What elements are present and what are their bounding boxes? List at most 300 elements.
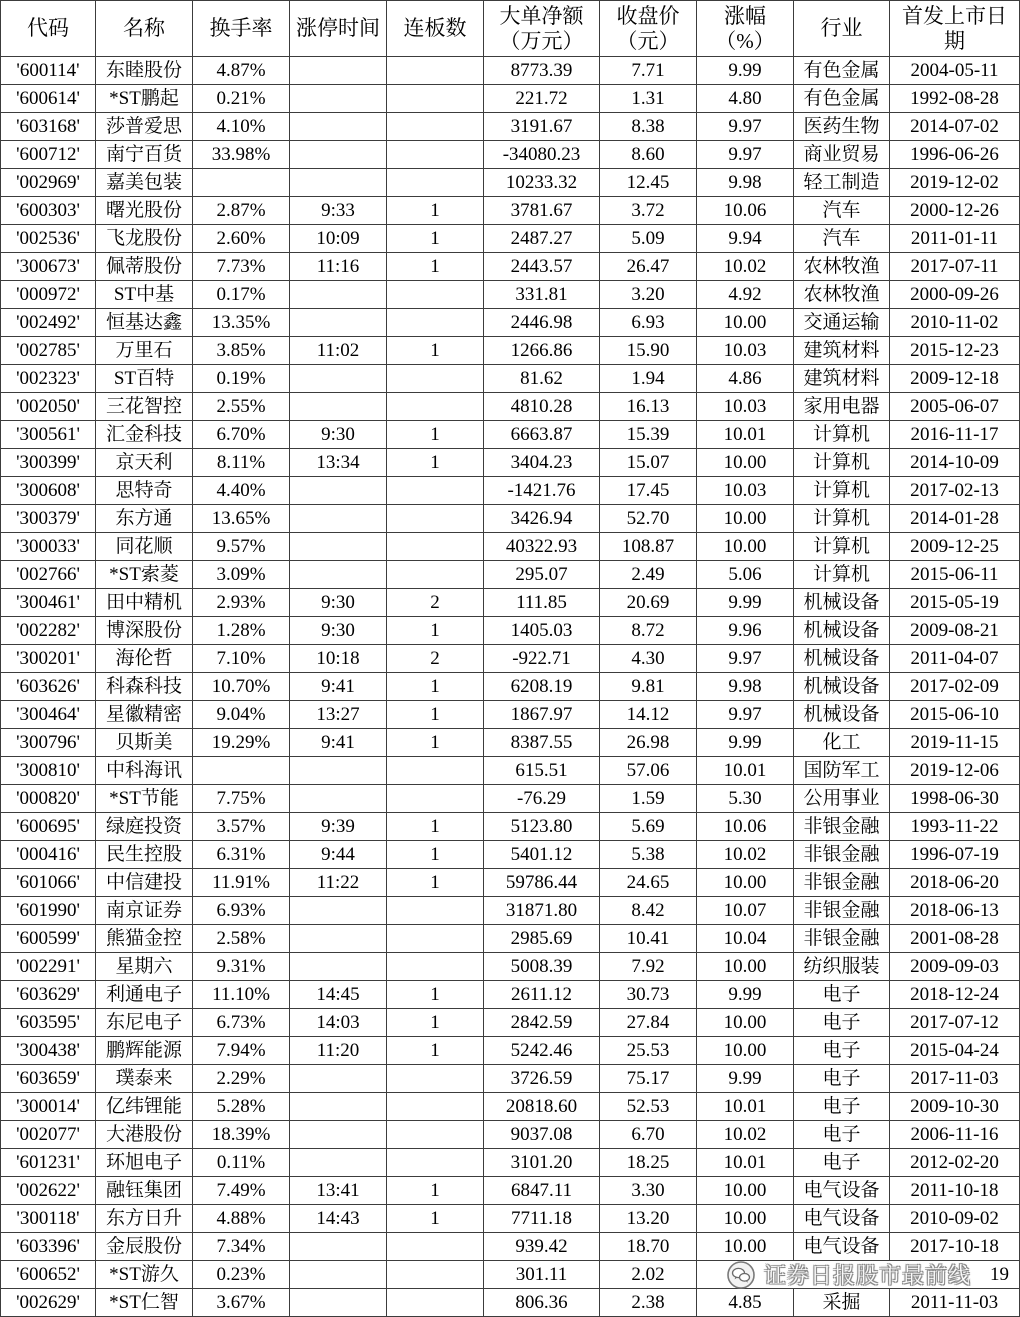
cell-name: 星徽精密 <box>96 701 193 729</box>
cell-close-price: 7.92 <box>600 953 697 981</box>
cell-name: ST中基 <box>96 281 193 309</box>
cell-industry: 电气设备 <box>794 1233 890 1261</box>
cell-code: '300561' <box>1 421 96 449</box>
cell-name: 曙光股份 <box>96 197 193 225</box>
cell-turnover: 0.17% <box>193 281 290 309</box>
cell-turnover: 7.73% <box>193 253 290 281</box>
column-header-ipo-date <box>890 1 1020 57</box>
cell-ipo-date: 2018-12-24 <box>890 981 1020 1009</box>
cell-limit-up-time: 9:30 <box>290 421 387 449</box>
cell-turnover: 3.57% <box>193 813 290 841</box>
cell-code: '002969' <box>1 169 96 197</box>
cell-net-large-order: -76.29 <box>484 785 600 813</box>
cell-name: 田中精机 <box>96 589 193 617</box>
cell-close-price: 4.30 <box>600 645 697 673</box>
cell-limit-up-time: 11:16 <box>290 253 387 281</box>
cell-consecutive-boards <box>387 309 484 337</box>
cell-limit-up-time <box>290 365 387 393</box>
cell-name: 利通电子 <box>96 981 193 1009</box>
cell-industry: 国防军工 <box>794 757 890 785</box>
cell-turnover: 11.91% <box>193 869 290 897</box>
cell-code: '002291' <box>1 953 96 981</box>
cell-consecutive-boards: 1 <box>387 617 484 645</box>
cell-code: '000416' <box>1 841 96 869</box>
cell-limit-up-time: 9:30 <box>290 589 387 617</box>
cell-limit-up-time: 9:41 <box>290 673 387 701</box>
cell-ipo-date: 1996-07-19 <box>890 841 1020 869</box>
cell-industry: 计算机 <box>794 421 890 449</box>
cell-close-price: 6.70 <box>600 1121 697 1149</box>
cell-net-large-order: 301.11 <box>484 1261 600 1289</box>
cell-turnover: 0.11% <box>193 1149 290 1177</box>
cell-name: 东睦股份 <box>96 57 193 85</box>
cell-close-price: 2.02 <box>600 1261 697 1289</box>
cell-name: 璞泰来 <box>96 1065 193 1093</box>
cell-code: '002766' <box>1 561 96 589</box>
cell-consecutive-boards <box>387 1065 484 1093</box>
column-header-change-pct <box>697 1 794 57</box>
cell-turnover: 2.58% <box>193 925 290 953</box>
cell-close-price: 15.07 <box>600 449 697 477</box>
cell-industry: 计算机 <box>794 505 890 533</box>
cell-net-large-order: 615.51 <box>484 757 600 785</box>
cell-ipo-date: 2009-08-21 <box>890 617 1020 645</box>
cell-name: 南宁百货 <box>96 141 193 169</box>
cell-name: 鹏辉能源 <box>96 1037 193 1065</box>
cell-close-price: 8.42 <box>600 897 697 925</box>
cell-industry: 有色金属 <box>794 57 890 85</box>
cell-limit-up-time <box>290 113 387 141</box>
cell-code: '002323' <box>1 365 96 393</box>
cell-ipo-date: 1996-06-26 <box>890 141 1020 169</box>
cell-industry: 农林牧渔 <box>794 253 890 281</box>
cell-net-large-order: 3426.94 <box>484 505 600 533</box>
column-header-turnover <box>193 1 290 57</box>
cell-change-pct: 9.94 <box>697 225 794 253</box>
cell-name: 绿庭投资 <box>96 813 193 841</box>
cell-net-large-order: 2446.98 <box>484 309 600 337</box>
cell-name: *ST索菱 <box>96 561 193 589</box>
cell-turnover: 2.55% <box>193 393 290 421</box>
cell-limit-up-time <box>290 953 387 981</box>
cell-close-price: 14.12 <box>600 701 697 729</box>
cell-change-pct: 9.99 <box>697 589 794 617</box>
cell-change-pct: 10.02 <box>697 1121 794 1149</box>
cell-name: 三花智控 <box>96 393 193 421</box>
cell-ipo-date: 2015-06-10 <box>890 701 1020 729</box>
cell-consecutive-boards <box>387 897 484 925</box>
cell-net-large-order: 2842.59 <box>484 1009 600 1037</box>
cell-ipo-date: 19 <box>890 1261 1020 1289</box>
cell-consecutive-boards: 1 <box>387 673 484 701</box>
cell-industry: 计算机 <box>794 561 890 589</box>
cell-code: '600114' <box>1 57 96 85</box>
cell-consecutive-boards <box>387 533 484 561</box>
cell-close-price: 13.20 <box>600 1205 697 1233</box>
cell-turnover <box>193 169 290 197</box>
cell-change-pct: 9.99 <box>697 729 794 757</box>
cell-ipo-date: 2011-11-03 <box>890 1289 1020 1317</box>
cell-code: '300608' <box>1 477 96 505</box>
cell-turnover: 19.29% <box>193 729 290 757</box>
cell-change-pct: 10.00 <box>697 1205 794 1233</box>
cell-turnover: 13.65% <box>193 505 290 533</box>
account-logo-icon <box>726 1260 756 1290</box>
cell-turnover: 7.94% <box>193 1037 290 1065</box>
cell-turnover: 5.28% <box>193 1093 290 1121</box>
cell-net-large-order: 3404.23 <box>484 449 600 477</box>
cell-net-large-order: 1405.03 <box>484 617 600 645</box>
cell-limit-up-time: 13:41 <box>290 1177 387 1205</box>
cell-net-large-order: 20818.60 <box>484 1093 600 1121</box>
cell-change-pct: 10.03 <box>697 393 794 421</box>
cell-net-large-order: 8387.55 <box>484 729 600 757</box>
cell-consecutive-boards: 1 <box>387 253 484 281</box>
column-header-line: （元） <box>616 28 680 53</box>
cell-turnover: 3.09% <box>193 561 290 589</box>
cell-change-pct: 10.00 <box>697 1009 794 1037</box>
cell-code: '002050' <box>1 393 96 421</box>
cell-consecutive-boards: 2 <box>387 589 484 617</box>
watermark <box>722 1261 990 1288</box>
cell-close-price: 3.72 <box>600 197 697 225</box>
cell-consecutive-boards: 1 <box>387 421 484 449</box>
cell-limit-up-time: 9:39 <box>290 813 387 841</box>
cell-code: '600599' <box>1 925 96 953</box>
cell-consecutive-boards <box>387 505 484 533</box>
cell-net-large-order: 2487.27 <box>484 225 600 253</box>
cell-change-pct: 10.04 <box>697 925 794 953</box>
cell-net-large-order: 221.72 <box>484 85 600 113</box>
cell-name: 海伦哲 <box>96 645 193 673</box>
cell-consecutive-boards: 1 <box>387 225 484 253</box>
cell-consecutive-boards: 1 <box>387 337 484 365</box>
column-header-line: （%） <box>715 28 775 53</box>
cell-industry: 农林牧渔 <box>794 281 890 309</box>
cell-industry: 非银金融 <box>794 869 890 897</box>
column-header-line: 行业 <box>820 16 863 40</box>
cell-net-large-order: 10233.32 <box>484 169 600 197</box>
cell-consecutive-boards <box>387 925 484 953</box>
cell-consecutive-boards <box>387 477 484 505</box>
cell-turnover: 2.60% <box>193 225 290 253</box>
cell-close-price: 108.87 <box>600 533 697 561</box>
cell-name: 大港股份 <box>96 1121 193 1149</box>
cell-change-pct: 10.00 <box>697 953 794 981</box>
cell-limit-up-time <box>290 785 387 813</box>
cell-name: 金辰股份 <box>96 1233 193 1261</box>
cell-ipo-date: 2004-05-11 <box>890 57 1020 85</box>
cell-change-pct: 4.85 <box>697 1289 794 1317</box>
cell-consecutive-boards <box>387 1261 484 1289</box>
cell-ipo-date: 2015-06-11 <box>890 561 1020 589</box>
cell-close-price: 25.53 <box>600 1037 697 1065</box>
cell-limit-up-time: 13:34 <box>290 449 387 477</box>
cell-consecutive-boards: 1 <box>387 869 484 897</box>
cell-change-pct: 9.99 <box>697 981 794 1009</box>
cell-limit-up-time: 11:22 <box>290 869 387 897</box>
cell-net-large-order: 81.62 <box>484 365 600 393</box>
cell-ipo-date: 2001-08-28 <box>890 925 1020 953</box>
cell-ipo-date: 2018-06-13 <box>890 897 1020 925</box>
column-header-line: 大单净额 <box>499 3 584 28</box>
cell-code: '300810' <box>1 757 96 785</box>
cell-name: 思特奇 <box>96 477 193 505</box>
cell-industry: 电子 <box>794 1093 890 1121</box>
cell-limit-up-time <box>290 309 387 337</box>
cell-change-pct: 9.97 <box>697 645 794 673</box>
cell-name: 中科海讯 <box>96 757 193 785</box>
cell-turnover: 3.67% <box>193 1289 290 1317</box>
cell-industry: 建筑材料 <box>794 365 890 393</box>
cell-name: 嘉美包装 <box>96 169 193 197</box>
cell-name: 飞龙股份 <box>96 225 193 253</box>
cell-change-pct: 9.97 <box>697 113 794 141</box>
cell-ipo-date: 2009-12-25 <box>890 533 1020 561</box>
cell-turnover: 11.10% <box>193 981 290 1009</box>
cell-code: '300118' <box>1 1205 96 1233</box>
cell-code: '601066' <box>1 869 96 897</box>
cell-turnover: 1.28% <box>193 617 290 645</box>
cell-ipo-date: 2009-10-30 <box>890 1093 1020 1121</box>
cell-close-price: 9.81 <box>600 673 697 701</box>
cell-name: 星期六 <box>96 953 193 981</box>
cell-name: *ST仁智 <box>96 1289 193 1317</box>
cell-change-pct: 10.02 <box>697 841 794 869</box>
cell-turnover: 9.31% <box>193 953 290 981</box>
cell-industry: 电气设备 <box>794 1205 890 1233</box>
cell-limit-up-time <box>290 1121 387 1149</box>
cell-ipo-date: 2017-07-11 <box>890 253 1020 281</box>
cell-net-large-order: 806.36 <box>484 1289 600 1317</box>
cell-close-price: 3.20 <box>600 281 697 309</box>
cell-ipo-date: 2010-09-02 <box>890 1205 1020 1233</box>
cell-ipo-date: 2017-07-12 <box>890 1009 1020 1037</box>
cell-code: '300399' <box>1 449 96 477</box>
cell-code: '002629' <box>1 1289 96 1317</box>
column-header-line: 涨幅 <box>724 3 766 28</box>
cell-ipo-date: 2017-11-03 <box>890 1065 1020 1093</box>
cell-turnover: 6.73% <box>193 1009 290 1037</box>
cell-consecutive-boards <box>387 1233 484 1261</box>
cell-ipo-date: 2000-12-26 <box>890 197 1020 225</box>
cell-industry: 轻工制造 <box>794 169 890 197</box>
cell-ipo-date: 2015-12-23 <box>890 337 1020 365</box>
cell-industry: 化工 <box>794 729 890 757</box>
cell-code: '002622' <box>1 1177 96 1205</box>
cell-change-pct: 10.01 <box>697 1093 794 1121</box>
cell-close-price: 1.94 <box>600 365 697 393</box>
cell-ipo-date: 2015-05-19 <box>890 589 1020 617</box>
cell-change-pct: 9.97 <box>697 141 794 169</box>
cell-close-price: 1.31 <box>600 85 697 113</box>
cell-turnover: 9.04% <box>193 701 290 729</box>
cell-close-price: 18.70 <box>600 1233 697 1261</box>
cell-ipo-date: 2014-01-28 <box>890 505 1020 533</box>
cell-limit-up-time <box>290 897 387 925</box>
cell-turnover: 3.85% <box>193 337 290 365</box>
cell-close-price: 5.09 <box>600 225 697 253</box>
cell-net-large-order: 3101.20 <box>484 1149 600 1177</box>
cell-close-price: 10.41 <box>600 925 697 953</box>
cell-limit-up-time: 9:41 <box>290 729 387 757</box>
cell-limit-up-time: 9:44 <box>290 841 387 869</box>
cell-consecutive-boards: 1 <box>387 1009 484 1037</box>
cell-code: '002536' <box>1 225 96 253</box>
cell-ipo-date: 2015-04-24 <box>890 1037 1020 1065</box>
cell-ipo-date: 2018-06-20 <box>890 869 1020 897</box>
cell-name: 融钰集团 <box>96 1177 193 1205</box>
cell-name: *ST游久 <box>96 1261 193 1289</box>
cell-turnover: 10.70% <box>193 673 290 701</box>
cell-name: 熊猫金控 <box>96 925 193 953</box>
cell-turnover: 2.87% <box>193 197 290 225</box>
cell-net-large-order: 9037.08 <box>484 1121 600 1149</box>
cell-close-price: 17.45 <box>600 477 697 505</box>
cell-code: '300461' <box>1 589 96 617</box>
cell-code: '002282' <box>1 617 96 645</box>
cell-change-pct: 4.86 <box>697 365 794 393</box>
cell-ipo-date: 2006-11-16 <box>890 1121 1020 1149</box>
cell-turnover: 4.88% <box>193 1205 290 1233</box>
cell-net-large-order: 8773.39 <box>484 57 600 85</box>
cell-limit-up-time <box>290 1261 387 1289</box>
cell-ipo-date: 2017-10-18 <box>890 1233 1020 1261</box>
cell-close-price: 26.98 <box>600 729 697 757</box>
cell-change-pct: 4.92 <box>697 281 794 309</box>
cell-net-large-order: 3726.59 <box>484 1065 600 1093</box>
cell-code: '002492' <box>1 309 96 337</box>
cell-code: '600614' <box>1 85 96 113</box>
cell-turnover: 6.70% <box>193 421 290 449</box>
cell-ipo-date: 2011-10-18 <box>890 1177 1020 1205</box>
cell-change-pct: 10.07 <box>697 897 794 925</box>
cell-change-pct: 9.99 <box>697 1065 794 1093</box>
cell-name: 恒基达鑫 <box>96 309 193 337</box>
cell-change-pct: 9.99 <box>697 57 794 85</box>
cell-industry: 计算机 <box>794 449 890 477</box>
cell-net-large-order: 7711.18 <box>484 1205 600 1233</box>
cell-ipo-date: 2000-09-26 <box>890 281 1020 309</box>
cell-change-pct: 9.98 <box>697 673 794 701</box>
cell-name: 佩蒂股份 <box>96 253 193 281</box>
cell-ipo-date: 2014-10-09 <box>890 449 1020 477</box>
cell-consecutive-boards <box>387 113 484 141</box>
cell-change-pct: 4.80 <box>697 85 794 113</box>
cell-industry: 商业贸易 <box>794 141 890 169</box>
cell-turnover: 4.87% <box>193 57 290 85</box>
cell-industry: 医药生物 <box>794 113 890 141</box>
cell-code: '000972' <box>1 281 96 309</box>
cell-close-price: 12.45 <box>600 169 697 197</box>
cell-code: '300201' <box>1 645 96 673</box>
cell-change-pct: 10.06 <box>697 197 794 225</box>
cell-consecutive-boards: 1 <box>387 841 484 869</box>
cell-close-price: 16.13 <box>600 393 697 421</box>
cell-name: 东方通 <box>96 505 193 533</box>
cell-net-large-order: 2985.69 <box>484 925 600 953</box>
cell-industry: 家用电器 <box>794 393 890 421</box>
cell-limit-up-time <box>290 533 387 561</box>
cell-code: '601231' <box>1 1149 96 1177</box>
column-header-consecutive-boards <box>387 1 484 57</box>
cell-net-large-order: 40322.93 <box>484 533 600 561</box>
cell-limit-up-time: 11:20 <box>290 1037 387 1065</box>
cell-limit-up-time: 10:18 <box>290 645 387 673</box>
cell-consecutive-boards: 1 <box>387 981 484 1009</box>
cell-change-pct: 10.06 <box>697 813 794 841</box>
cell-close-price: 3.30 <box>600 1177 697 1205</box>
cell-limit-up-time: 9:33 <box>290 197 387 225</box>
cell-net-large-order: 6208.19 <box>484 673 600 701</box>
cell-close-price: 8.72 <box>600 617 697 645</box>
cell-change-pct: 10.03 <box>697 337 794 365</box>
cell-consecutive-boards: 1 <box>387 1037 484 1065</box>
cell-consecutive-boards: 1 <box>387 701 484 729</box>
cell-close-price: 75.17 <box>600 1065 697 1093</box>
cell-ipo-date: 1993-11-22 <box>890 813 1020 841</box>
cell-close-price: 6.93 <box>600 309 697 337</box>
cell-consecutive-boards <box>387 1289 484 1317</box>
cell-limit-up-time: 13:27 <box>290 701 387 729</box>
cell-code: '603629' <box>1 981 96 1009</box>
cell-code: '300014' <box>1 1093 96 1121</box>
cell-industry: 机械设备 <box>794 701 890 729</box>
cell-name: ST百特 <box>96 365 193 393</box>
cell-net-large-order: 3781.67 <box>484 197 600 225</box>
cell-net-large-order: 331.81 <box>484 281 600 309</box>
cell-industry: 电子 <box>794 1037 890 1065</box>
cell-industry: 汽车 <box>794 225 890 253</box>
cell-ipo-date: 2010-11-02 <box>890 309 1020 337</box>
cell-consecutive-boards: 1 <box>387 729 484 757</box>
cell-consecutive-boards: 2 <box>387 645 484 673</box>
cell-ipo-date: 2017-02-09 <box>890 673 1020 701</box>
cell-name: 博深股份 <box>96 617 193 645</box>
cell-code: '300438' <box>1 1037 96 1065</box>
cell-limit-up-time <box>290 169 387 197</box>
cell-turnover: 7.10% <box>193 645 290 673</box>
column-header-line: 期 <box>944 28 965 53</box>
cell-code: '300379' <box>1 505 96 533</box>
cell-name: 汇金科技 <box>96 421 193 449</box>
cell-net-large-order: 295.07 <box>484 561 600 589</box>
cell-change-pct: 10.02 <box>697 253 794 281</box>
cell-code: '002077' <box>1 1121 96 1149</box>
cell-name: 东尼电子 <box>96 1009 193 1037</box>
cell-name: 同花顺 <box>96 533 193 561</box>
cell-code: '300673' <box>1 253 96 281</box>
cell-industry: 汽车 <box>794 197 890 225</box>
cell-close-price: 15.39 <box>600 421 697 449</box>
cell-industry: 机械设备 <box>794 589 890 617</box>
cell-limit-up-time <box>290 561 387 589</box>
cell-ipo-date: 1992-08-28 <box>890 85 1020 113</box>
cell-limit-up-time <box>290 393 387 421</box>
cell-industry: 建筑材料 <box>794 337 890 365</box>
cell-change-pct: 10.00 <box>697 1233 794 1261</box>
cell-industry: 机械设备 <box>794 645 890 673</box>
cell-limit-up-time <box>290 141 387 169</box>
cell-close-price: 30.73 <box>600 981 697 1009</box>
cell-name: 科森科技 <box>96 673 193 701</box>
cell-close-price: 2.38 <box>600 1289 697 1317</box>
cell-turnover: 6.93% <box>193 897 290 925</box>
cell-turnover: 0.21% <box>193 85 290 113</box>
column-header-line: 收盘价 <box>616 3 680 28</box>
column-header-line: 连板数 <box>403 16 467 40</box>
cell-code: '603659' <box>1 1065 96 1093</box>
